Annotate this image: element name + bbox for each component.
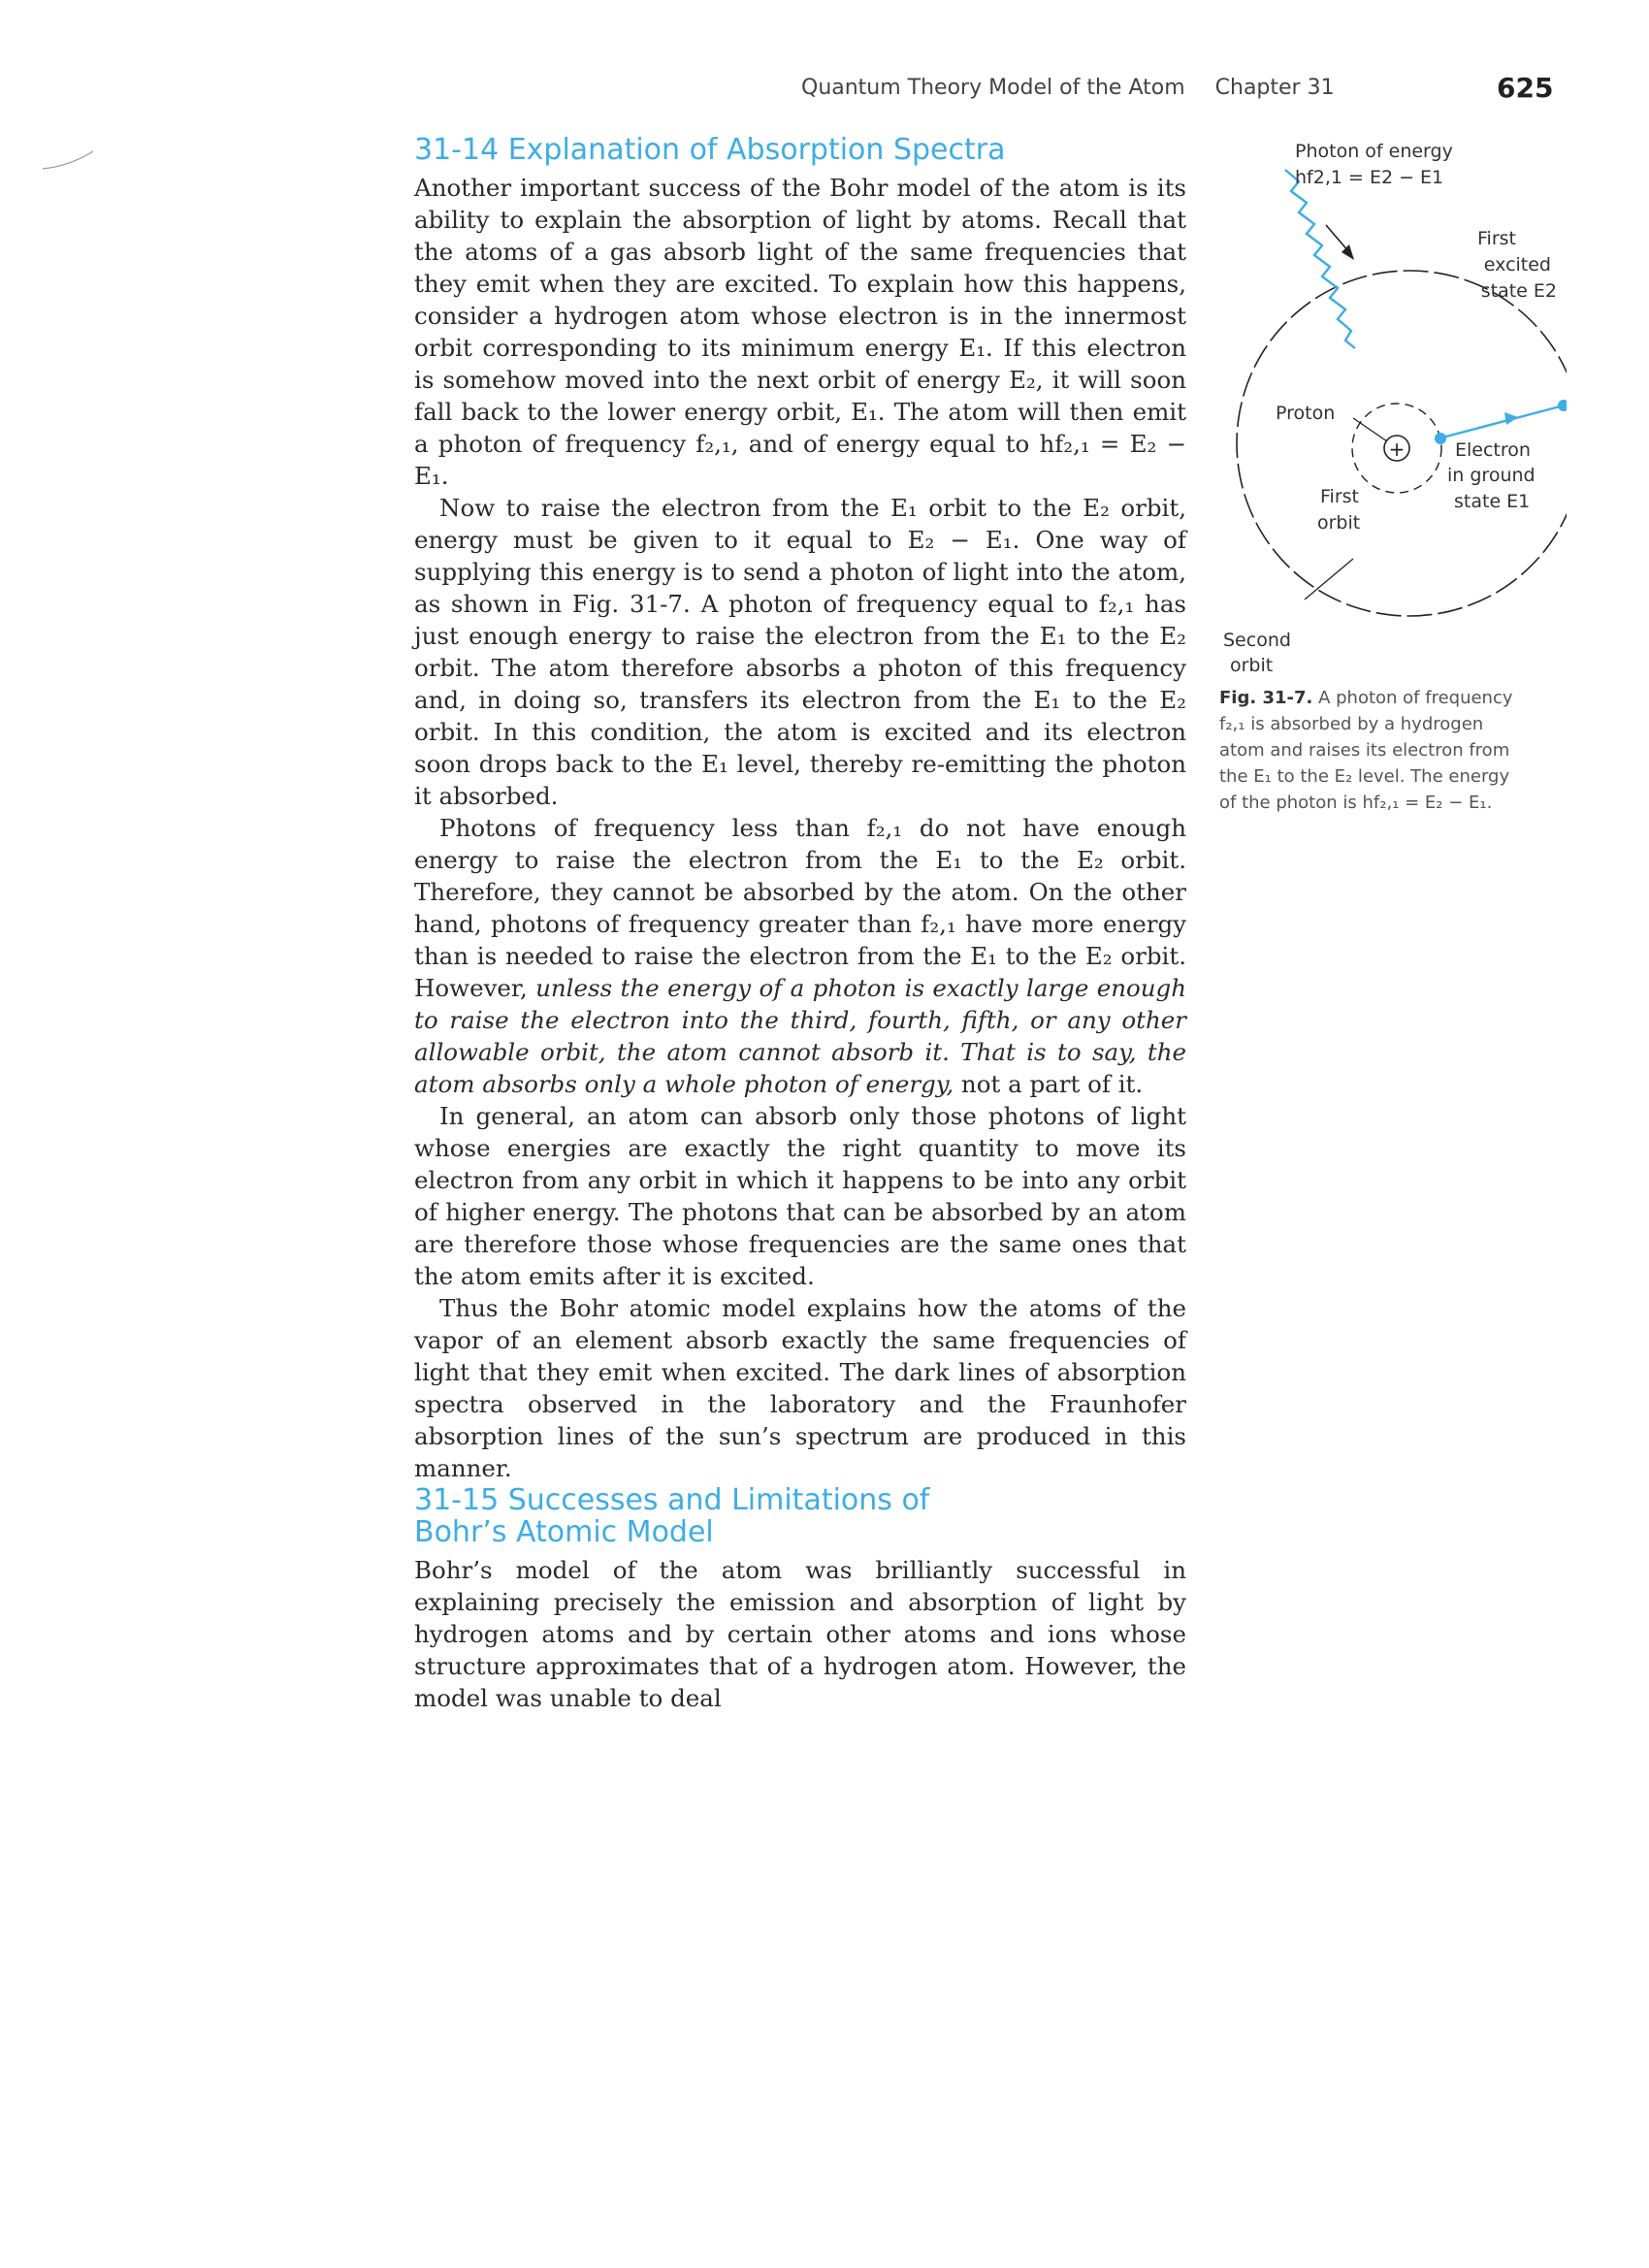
nucleus-plus-sign: + [1388, 437, 1406, 461]
photon-label-line1: Photon of energy [1295, 141, 1453, 162]
caption-label: Fig. 31-7. [1219, 688, 1313, 708]
section-heading: 31-14 Explanation of Absorption Spectra [414, 133, 1006, 167]
first-excited-label-line2: excited [1483, 254, 1551, 275]
emphasized-text: unless the energy of a photon is exactly large enough to raise the electron into the third, fourth, fifth, or any other allowable orbit, the atom cannot absorb it. That is to say, the atom absorbs only a whole photon of energy, [414, 974, 1186, 1098]
first-excited-label-line3: state E2 [1480, 280, 1557, 302]
second-orbit-pointer [1305, 559, 1353, 599]
first-orbit-label-line1: First [1320, 486, 1359, 507]
photon-arrowhead [1342, 244, 1354, 260]
paragraph-text: not a part of it. [954, 1070, 1144, 1098]
bohr-atom-figure [1217, 136, 1567, 679]
second-orbit-label-line2: orbit [1230, 655, 1274, 676]
page-number: 625 [1497, 72, 1554, 104]
electron-label-line3: state E1 [1454, 491, 1531, 512]
paragraph: In general, an atom can absorb only those photons of light whose energies are exactly the right quantity to move its electron from any orbit in which it happens to be into any orbit of higher energy. The photons that can be absorbed by an atom are therefore those whose frequencies are the same ones that the atom emits after it is excited. [414, 1102, 1186, 1290]
chapter-label: Chapter 31 [1214, 76, 1335, 100]
photon-label-line2: hf2,1 = E2 − E1 [1295, 167, 1444, 188]
figure-caption [1219, 685, 1530, 816]
paragraph [414, 812, 1186, 1100]
caption-text: A photon of frequency f₂,₁ is absorbed by a hydrogen atom and raises its electron from the E₁ to the E₂ level. The energy of the photon is hf₂,₁ = E₂ − E₁. [1219, 688, 1513, 813]
paragraph: Another important success of the Bohr model of the atom is its ability to explain the absorption of light by atoms. Recall that the atoms of a gas absorb light of the same frequencies that they emit when they are excited. To explain how this happens, consider a hydrogen atom whose electron is in the innermost orbit corresponding to its minimum energy E₁. If this electron is somehow moved into the next orbit of energy E₂, it will soon fall back to the lower energy orbit, E₁. The atom will then emit a photon of frequency f₂,₁, and of energy equal to hf₂,₁ = E₂ − E₁. [414, 174, 1186, 490]
photon-wave [1285, 170, 1355, 348]
heading-line: Bohr’s Atomic Model [414, 1515, 714, 1549]
proton-label: Proton [1276, 403, 1336, 424]
electron-label-line2: in ground [1447, 465, 1536, 486]
second-orbit-label-line1: Second [1223, 630, 1291, 651]
section-heading [414, 1484, 1186, 1548]
running-title: Quantum Theory Model of the Atom [801, 76, 1185, 100]
first-orbit-label-line2: orbit [1317, 512, 1361, 534]
running-header [801, 76, 1335, 100]
atom-diagram [1217, 136, 1567, 679]
paragraph: Thus the Bohr atomic model explains how the atoms of the vapor of an element absorb exactly the same frequencies of light that they emit when excited. The dark lines of absorption spectra observed in the laboratory and the Fraunhofer absorption lines of the sun’s spectrum are produced in this manner. [414, 1294, 1186, 1482]
heading-line: 31-15 Successes and Limitations of [414, 1483, 930, 1517]
electron-ground-dot [1435, 433, 1446, 444]
paragraph: Bohr’s model of the atom was brilliantly successful in explaining precisely the emission and absorption of light by hydrogen atoms and by certain other atoms and ions whose structure approximates that of a hydrogen atom. However, the model was unable to deal [414, 1556, 1186, 1712]
paragraph-text: Photons of frequency less than f₂,₁ do not have enough energy to raise the electron from the E₁ to the E₂ orbit. Therefore, they cannot be absorbed by the atom. On the other hand, photons of frequency greater than f₂,₁ have more energy than is needed to raise the electron from the E₁ to the E₂ orbit. However, [414, 814, 1186, 1002]
electron-excited-dot [1558, 400, 1567, 411]
electron-label-line1: Electron [1455, 439, 1531, 461]
main-column [414, 134, 1186, 1714]
proton-pointer [1353, 418, 1387, 441]
scan-margin-mark [39, 146, 97, 175]
electron-transition-line [1442, 405, 1564, 437]
first-excited-label-line1: First [1477, 228, 1516, 249]
paragraph: Now to raise the electron from the E₁ orbit to the E₂ orbit, energy must be given to it equal to E₂ − E₁. One way of supplying this energy is to send a photon of light into the atom, as shown in Fig. 31-7. A photon of frequency equal to f₂,₁ has just enough energy to raise the electron from the E₁ to the E₂ orbit. The atom therefore absorbs a photon of this frequency and, in doing so, transfers its electron from the E₁ to the E₂ orbit. In this condition, the atom is excited and its electron soon drops back to the E₁ level, thereby re-emitting the photon it absorbed. [414, 494, 1186, 810]
